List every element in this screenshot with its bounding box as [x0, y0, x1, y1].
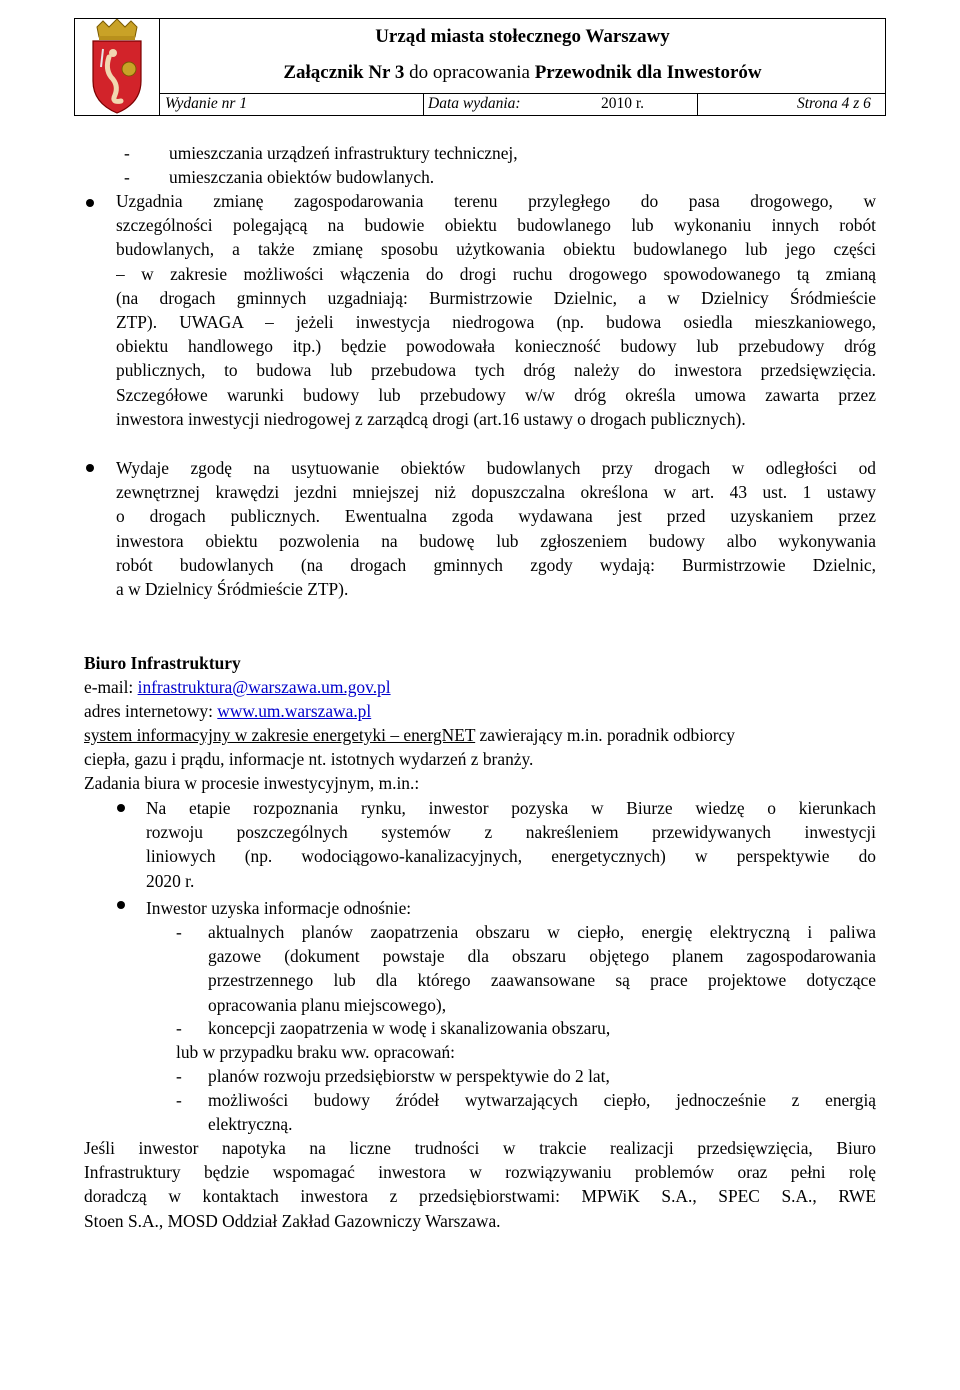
- text-line: Uzgadnia zmianę zagospodarowania terenu przyległego do pasa drogowego, w: [116, 191, 876, 211]
- text-line: obiektu handlowego itp.) będzie powodowała konieczność budowy lub przebudowy dróg: [116, 336, 876, 357]
- dash-marker: -: [124, 167, 130, 187]
- energnet-link[interactable]: system informacyjny w zakresie energetyki – energNET: [84, 725, 476, 745]
- text-line: opracowania planu miejscowego),: [208, 994, 447, 1015]
- header-subtitle: [160, 55, 885, 91]
- website-link[interactable]: www.um.warszawa.pl: [217, 701, 372, 721]
- header-divider: [159, 93, 885, 94]
- subtitle-annex: Załącznik Nr 3: [283, 61, 405, 83]
- text-line: rozwoju poszczególnych systemów z nakreśleniem przewidywanych inwestycji: [146, 822, 876, 843]
- web-row: [84, 699, 371, 723]
- text-line: Stoen S.A., MOSD Oddział Zakład Gazowniczy Warszawa.: [84, 1210, 501, 1231]
- warsaw-coat-of-arms-logo: [75, 19, 160, 115]
- date-value: 2010 r.: [601, 95, 645, 113]
- dash-marker: -: [176, 1018, 182, 1038]
- email-link[interactable]: infrastruktura@warszawa.um.gov.pl: [137, 677, 391, 697]
- text-line: publicznych, to budowa lub przebudowa tych dróg należy do inwestora przedsięwzięcia.: [116, 360, 876, 381]
- bullet-icon: [117, 804, 125, 812]
- text-line: Szczegółowe warunki budowy lub przebudowy w/w dróg określa umowa zawarta przez: [116, 384, 876, 405]
- text-line: a w Dzielnicy Śródmieście ZTP).: [116, 579, 349, 599]
- system-description: zawierający m.in. poradnik odbiorcy: [475, 725, 735, 745]
- bullet-icon: [86, 464, 94, 472]
- subtitle-guide: Przewodnik dla Inwestorów: [534, 61, 762, 83]
- subitem-company-plans: planów rozwoju przedsiębiorstw w perspektywie do 2 lat,: [208, 1066, 610, 1086]
- text-line: możliwości budowy źródeł wytwarzających ciepło, jednocześnie z energią: [208, 1090, 876, 1110]
- text-line: 2020 r.: [146, 870, 195, 891]
- page-label: Strona 4 z 6: [797, 95, 871, 113]
- email-row: [84, 675, 391, 699]
- email-label: e-mail:: [84, 677, 138, 697]
- header-cell-divider: [423, 94, 424, 116]
- text-line: – w zakresie możliwości włączenia do drogi ruchu drogowego spowodowanego tą zmianą: [116, 263, 876, 284]
- text-line: Infrastruktury będzie wspomagać inwestora w rozwiązywaniu problemów oraz pełni rolę: [84, 1162, 876, 1183]
- text-line: (na drogach gminnych uzgadniają: Burmistrzowie Dzielnic, a w Dzielnicy Śródmieście: [116, 287, 876, 308]
- text-line: zewnętrznej krawędzi jezdni mniejszej niż dopuszczalna określona w art. 43 ust. 1 ustawy: [116, 482, 876, 503]
- section-heading: Biuro Infrastruktury: [84, 653, 241, 673]
- tasks-heading: Zadania biura w procesie inwestycyjnym, m.in.:: [84, 773, 420, 793]
- dash-marker: -: [176, 1090, 182, 1110]
- edition-label: Wydanie nr 1: [165, 95, 248, 113]
- bullet-icon: [117, 901, 125, 909]
- text-line: Na etapie rozpoznania rynku, inwestor pozyska w Biurze wiedzę o kierunkach: [146, 798, 876, 818]
- web-label: adres internetowy:: [84, 701, 218, 721]
- text-line: przestrzennego lub dla którego zaawansowane są prace projektowe dotyczące: [208, 970, 876, 991]
- dash-marker: -: [124, 143, 130, 163]
- text-line: o drogach publicznych. Ewentualna zgoda wydawana jest przed uzyskaniem przez: [116, 506, 876, 527]
- text-line: doradczą w kontaktach inwestora z przedsiębiorstwami: MPWiK S.A., SPEC S.A., RWE: [84, 1186, 876, 1207]
- header-cell-divider: [697, 94, 698, 116]
- text-line: gazowe (dokument powstaje dla obszaru objętego planem zagospodarowania: [208, 946, 876, 967]
- task-info-intro: Inwestor uzyska informacje odnośnie:: [146, 898, 412, 918]
- or-line: lub w przypadku braku ww. opracowań:: [176, 1042, 455, 1062]
- subtitle-middle: do opracowania: [404, 61, 535, 83]
- text-line: liniowych (np. wodociągowo-kanalizacyjnych, energetycznych) w perspektywie do: [146, 846, 876, 867]
- text-line: aktualnych planów zaopatrzenia obszaru w ciepło, energię elektryczną i paliwa: [208, 922, 876, 942]
- text-line: inwestora obiektu pozwolenia na budowę lub zgłoszeniem budowy albo wykonywania: [116, 530, 876, 551]
- text-line: ZTP). UWAGA – jeżeli inwestycja niedrogowa (np. budowa osiedla mieszkaniowego,: [116, 312, 876, 332]
- text-line: Jeśli inwestor napotyka na liczne trudności w trakcie realizacji przedsięwzięcia, Biuro: [84, 1138, 876, 1158]
- text-line: robót budowlanych (na drogach gminnych zgody wydają: Burmistrzowie Dzielnic,: [116, 554, 876, 575]
- date-label: Data wydania:: [428, 95, 521, 113]
- text-line: Wydaje zgodę na usytuowanie obiektów budowlanych przy drogach w odległości od: [116, 458, 876, 478]
- system-row: [84, 723, 876, 747]
- subitem-water-concept: koncepcji zaopatrzenia w wodę i skanalizowania obszaru,: [208, 1018, 611, 1038]
- text-line: inwestora inwestycji niedrogowej z zarządcą drogi (art.16 ustawy o drogach publicznych).: [116, 408, 746, 429]
- text-line: budowlanych, a także zmianę sposobu użytkowania obiektu budowlanego lub jego części: [116, 239, 876, 260]
- header-title: Urząd miasta stołecznego Warszawy: [375, 25, 670, 47]
- bullet-icon: [86, 199, 94, 207]
- system-row-cont: ciepła, gazu i prądu, informacje nt. istotnych wydarzeń z branży.: [84, 749, 534, 769]
- list-item: umieszczania obiektów budowlanych.: [169, 167, 435, 187]
- dash-marker: -: [176, 922, 182, 942]
- text-line: elektryczną.: [208, 1114, 293, 1135]
- text-line: szczególności polegającą na budowie obiektu budowlanego lub wykonaniu innych robót: [116, 215, 876, 236]
- dash-marker: -: [176, 1066, 182, 1086]
- list-item: umieszczania urządzeń infrastruktury technicznej,: [169, 143, 518, 163]
